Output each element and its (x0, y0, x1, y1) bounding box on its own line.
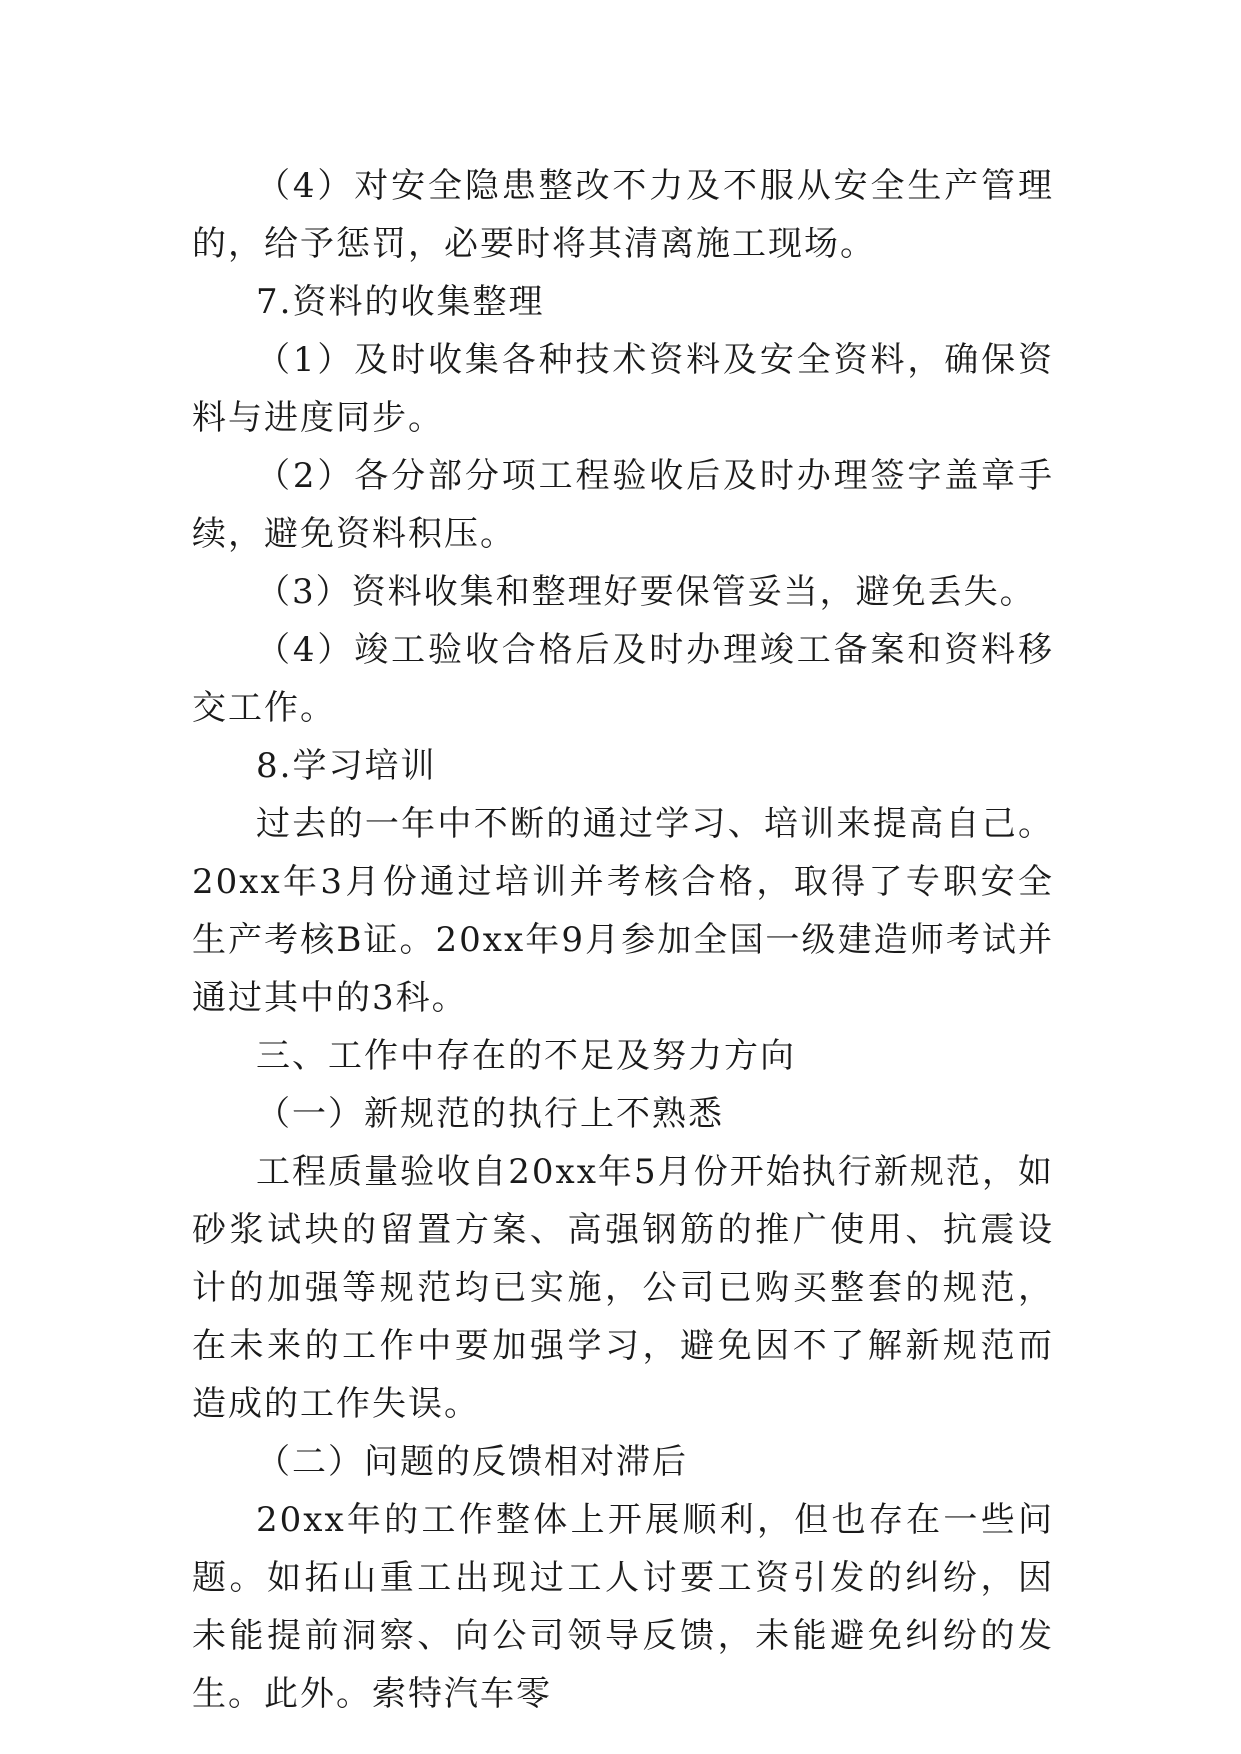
paragraph-training-summary: 过去的一年中不断的通过学习、培训来提高自己。20xx年3月份通过培训并考核合格，取得了专职安全生产考核B证。20xx年9月参加全国一级建造师考试并通过其中的3科。 (192, 804, 1054, 1018)
paragraph-collection-item-2: （2）各分部分项工程验收后及时办理签字盖章手续，避免资料积压。 (192, 456, 1054, 554)
paragraph-feedback-delay: 20xx年的工作整体上开展顺利，但也存在一些问题。如拓山重工出现过工人讨要工资引发的纠纷，因未能提前洞察、向公司领导反馈，未能避免纠纷的发生。此外。索特汽车零 (192, 1500, 1054, 1714)
paragraph-collection-item-3: （3）资料收集和整理好要保管妥当，避免丢失。 (256, 572, 1036, 612)
subheading-feedback-delay: （二）问题的反馈相对滞后 (256, 1442, 688, 1482)
subheading-new-standards: （一）新规范的执行上不熟悉 (256, 1094, 724, 1134)
paragraph-collection-item-1: （1）及时收集各种技术资料及安全资料，确保资料与进度同步。 (192, 340, 1054, 438)
section-heading-study-training: 8.学习培训 (256, 746, 437, 786)
paragraph-penalty-item-4: （4）对安全隐患整改不力及不服从安全生产管理的，给予惩罚，必要时将其清离施工现场。 (192, 166, 1054, 264)
paragraph-collection-item-4: （4）竣工验收合格后及时办理竣工备案和资料移交工作。 (192, 630, 1054, 728)
section-heading-shortcomings: 三、工作中存在的不足及努力方向 (256, 1036, 796, 1076)
document-body (192, 157, 1054, 1723)
paragraph-new-standards: 工程质量验收自20xx年5月份开始执行新规范，如砂浆试块的留置方案、高强钢筋的推广使用、抗震设计的加强等规范均已实施，公司已购买整套的规范，在未来的工作中要加强学习，避免因不了解新规范而造成的工作失误。 (192, 1152, 1054, 1424)
section-heading-document-collection: 7.资料的收集整理 (256, 282, 545, 322)
